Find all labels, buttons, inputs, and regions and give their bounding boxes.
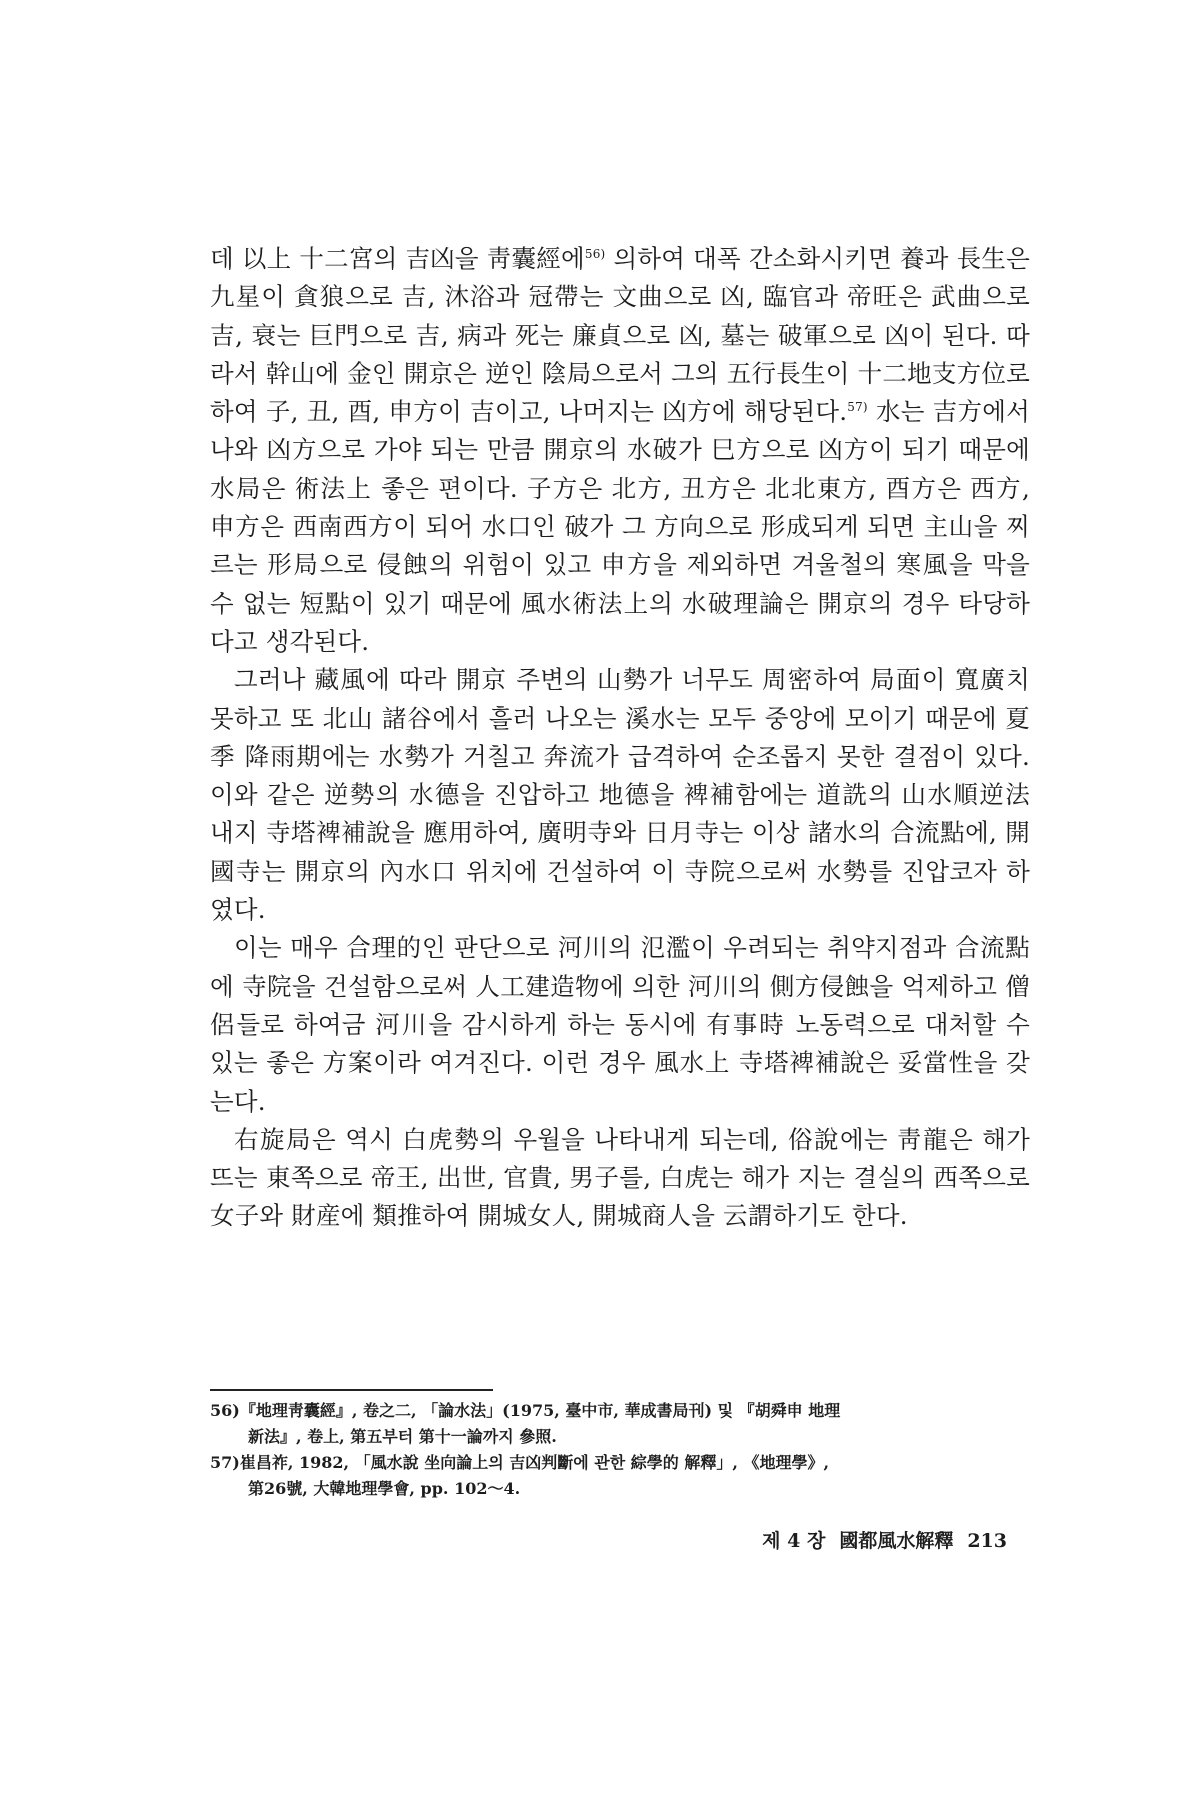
- paragraph-text: 右旋局은 역시 白虎勢의 우월을 나타내게 되는데, 俗說에는 靑龍은 해가 뜨는 東쪽으로 帝王, 出世, 官貴, 男子를, 白虎는 해가 지는 결실의 西쪽으로 女子와 財産에 類推하여 開城女人, 開城商人을 云謂하기도 한다.: [210, 1124, 1030, 1231]
- footnote-number: 57): [210, 1453, 240, 1472]
- footnote-text-continued: 第26號, 大韓地理學會, pp. 102～4.: [248, 1479, 521, 1498]
- page-number: 213: [967, 1530, 1007, 1552]
- paragraph: [210, 1121, 1030, 1236]
- chapter-label: 제 4 장: [762, 1530, 826, 1552]
- footnote: [210, 1398, 1030, 1450]
- footnote-divider: [210, 1389, 493, 1391]
- footnote-marker: 57): [847, 400, 868, 415]
- footnote-text: 崔昌祚, 1982, 「風水說 坐向論上의 吉凶判斷에 관한 綜學的 解釋」, 《地理學》,: [239, 1453, 830, 1472]
- paragraph-text: 水는 吉方에서 나와 凶方으로 가야 되는 만큼 開京의 水破가 巳方으로 凶方이 되기 때문에 水局은 術法上 좋은 편이다. 子方은 北方, 丑方은 北北東方, 酉方은 西方, 申方은 西南西方이 되어 水口인 破가 그 方向으로 形成되게 되면 主山을 찌르는 形局으로 侵蝕의 위험이 있고 申方을 제외하면 겨울철의 寒風을 막을 수 없는 短點이 있기 때문에 風水術法上의 水破理論은 開京의 경우 타당하다고 생각된다.: [210, 397, 1030, 656]
- paragraph: [210, 929, 1030, 1120]
- paragraph-text: 그러나 藏風에 따라 開京 주변의 山勢가 너무도 周密하여 局面이 寬廣치 못하고 또 北山 諸谷에서 흘러 나오는 溪水는 모두 중앙에 모이기 때문에 夏季 降雨期에는 水勢가 거칠고 奔流가 급격하여 순조롭지 못한 결점이 있다. 이와 같은 逆勢의 水德을 진압하고 地德을 裨補함에는 道詵의 山水順逆法 내지 寺塔裨補說을 應用하여, 廣明寺와 日月寺는 이상 諸水의 合流點에, 開國寺는 開京의 內水口 위치에 건설하여 이 寺院으로써 水勢를 진압코자 하였다.: [210, 665, 1030, 925]
- chapter-title: 國都風水解釋: [839, 1530, 954, 1552]
- footnote-text: 『地理靑囊經』, 卷之二, 「論水法」(1975, 臺中市, 華成書局刊) 및 『胡舜申 地理: [239, 1401, 841, 1420]
- footnote-number: 56): [210, 1401, 240, 1420]
- paragraph-text: 데 以上 十二宮의 吉凶을 靑囊經에: [210, 244, 585, 273]
- paragraph-text: 의하여 대폭 간소화시키면 養과 長生은 九星이 貪狼으로 吉, 沐浴과 冠帶는 文曲으로 凶, 臨官과 帝旺은 武曲으로 吉, 衰는 巨門으로 吉, 病과 死는 廉貞으로 凶, 墓는 破軍으로 凶이 된다. 따라서 幹山에 金인 開京은 逆인 陰局으로서 그의 五行長生이 十二地支方位로 하여 子, 丑, 酉, 申方이 吉이고, 나머지는 凶方에 해당된다.: [210, 244, 1031, 427]
- footnote-marker: 56): [584, 246, 606, 261]
- paragraph: [210, 240, 1030, 661]
- paragraph: [210, 661, 1030, 929]
- footnotes: [210, 1398, 1030, 1502]
- footnote: [210, 1450, 1030, 1502]
- body-text: [210, 240, 1030, 1236]
- page-footer: [748, 1526, 1007, 1553]
- paragraph-text: 이는 매우 合理的인 판단으로 河川의 氾濫이 우려되는 취약지점과 合流點에 寺院을 건설함으로써 人工建造物에 의한 河川의 側方侵蝕을 억제하고 僧侶들로 하여금 河川을 감시하게 하는 동시에 有事時 노동력으로 대처할 수 있는 좋은 方案이라 여겨진다. 이런 경우 風水上 寺塔裨補說은 妥當性을 갖는다.: [210, 933, 1030, 1116]
- footnote-text-continued: 新法』, 卷上, 第五부터 第十一論까지 參照.: [248, 1427, 557, 1446]
